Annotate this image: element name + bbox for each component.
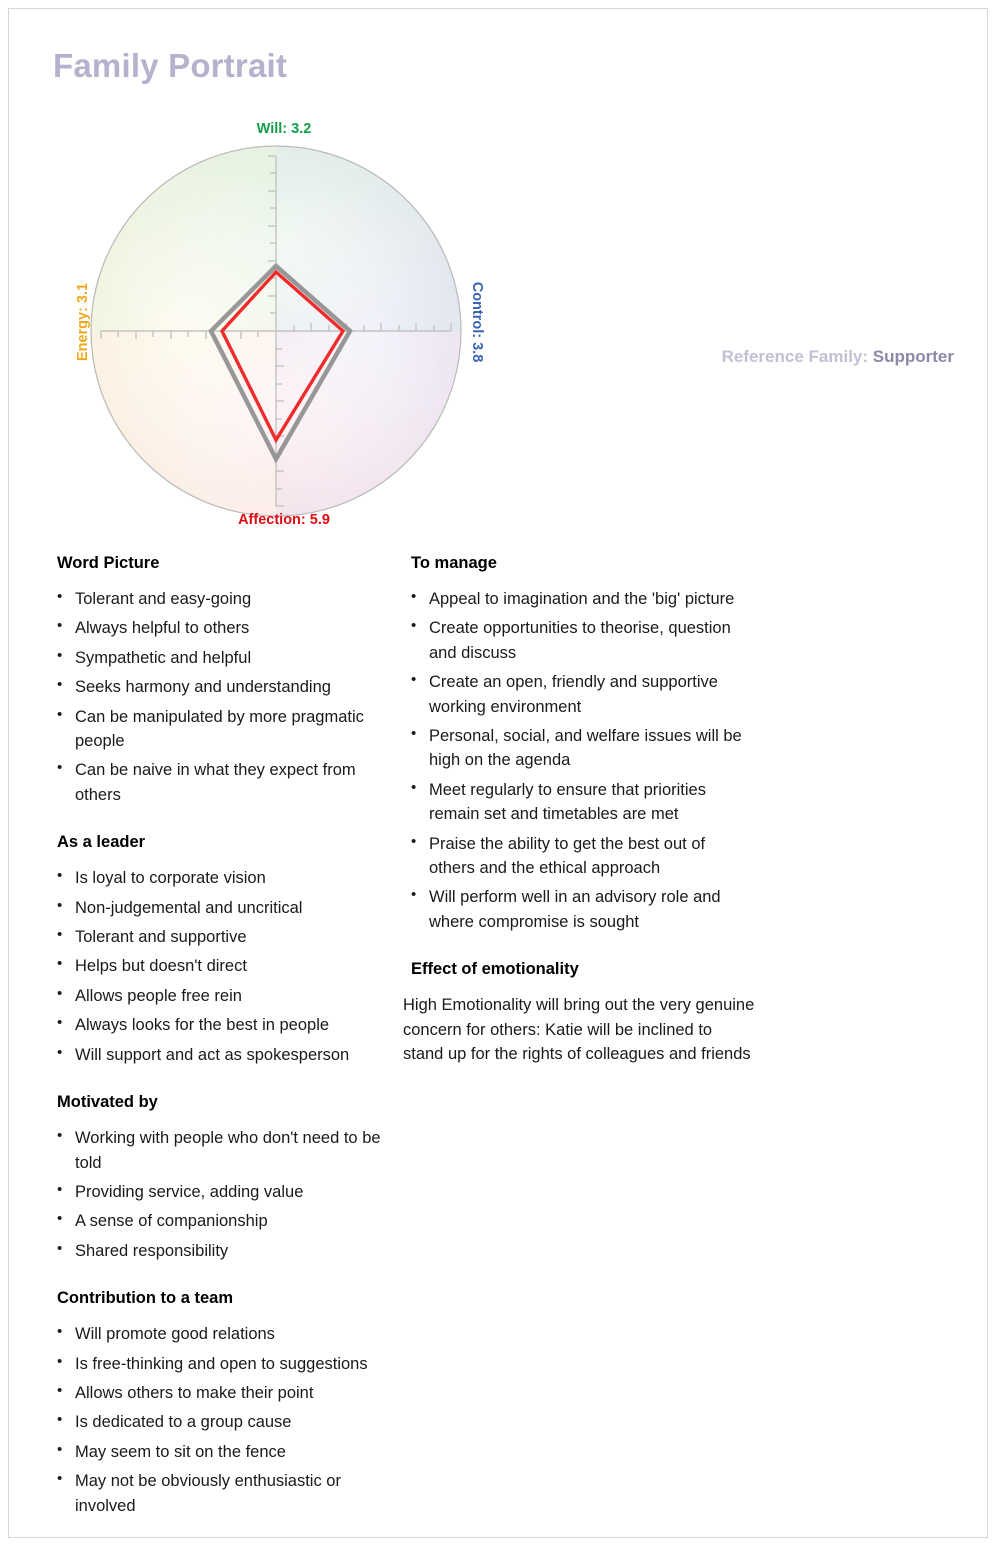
list-item: • Will promote good relations bbox=[49, 1322, 401, 1346]
family-portrait-radar-chart bbox=[59, 109, 499, 549]
list-item: • Personal, social, and welfare issues will be high on the agenda bbox=[403, 724, 755, 773]
section-effect-of-emotionality bbox=[403, 960, 755, 1066]
bullet-list bbox=[403, 587, 755, 934]
section-heading: As a leader bbox=[57, 833, 146, 852]
section-to-manage bbox=[403, 554, 755, 934]
list-item: • Tolerant and supportive bbox=[49, 925, 401, 949]
list-item: • Appeal to imagination and the 'big' picture bbox=[403, 587, 755, 611]
list-item: • Is free-thinking and open to suggestions bbox=[49, 1352, 401, 1376]
section-as-a-leader bbox=[49, 833, 401, 1067]
reference-family-value: Supporter bbox=[872, 347, 954, 366]
reference-family-label: Reference Family: bbox=[721, 347, 869, 366]
list-item: • Meet regularly to ensure that priorities remain set and timetables are met bbox=[403, 778, 755, 827]
list-item: • Tolerant and easy-going bbox=[49, 587, 401, 611]
list-item: • Always helpful to others bbox=[49, 616, 401, 640]
list-item: • Working with people who don't need to be told bbox=[49, 1126, 401, 1175]
list-item: • Allows people free rein bbox=[49, 984, 401, 1008]
right-column bbox=[403, 554, 755, 1067]
axis-label-affection: Affection: 5.9 bbox=[238, 512, 330, 528]
list-item: • Praise the ability to get the best out of others and the ethical approach bbox=[403, 832, 755, 881]
list-item: • Always looks for the best in people bbox=[49, 1013, 401, 1037]
paragraph: High Emotionality will bring out the very genuine concern for others: Katie will be inclined to stand up for the rights of colleagues and friends bbox=[403, 996, 755, 1064]
bullet-list bbox=[49, 1126, 401, 1263]
section-heading: Effect of emotionality bbox=[411, 960, 579, 979]
section-heading: Motivated by bbox=[57, 1093, 158, 1112]
list-item: • May seem to sit on the fence bbox=[49, 1440, 401, 1464]
list-item: • Is loyal to corporate vision bbox=[49, 866, 401, 890]
axis-label-energy: Energy: 3.1 bbox=[75, 282, 91, 362]
axis-label-control: Control: 3.8 bbox=[469, 281, 485, 363]
section-heading: Word Picture bbox=[57, 554, 160, 572]
list-item: • Allows others to make their point bbox=[49, 1381, 401, 1405]
list-item: • Create an open, friendly and supportive working environment bbox=[403, 670, 755, 719]
list-item: • Create opportunities to theorise, question and discuss bbox=[403, 616, 755, 665]
list-item: • Is dedicated to a group cause bbox=[49, 1410, 401, 1434]
list-item: • Non-judgemental and uncritical bbox=[49, 896, 401, 920]
list-item: • Providing service, adding value bbox=[49, 1180, 401, 1204]
list-item: • May not be obviously enthusiastic or involved bbox=[49, 1469, 401, 1518]
list-item: • Sympathetic and helpful bbox=[49, 646, 401, 670]
list-item: • Can be manipulated by more pragmatic people bbox=[49, 705, 401, 754]
section-word-picture bbox=[49, 554, 401, 807]
bullet-list bbox=[49, 866, 401, 1067]
section-motivated-by bbox=[49, 1093, 401, 1263]
bullet-list bbox=[49, 1322, 401, 1518]
report-page bbox=[8, 8, 988, 1538]
list-item: • A sense of companionship bbox=[49, 1209, 401, 1233]
left-column bbox=[49, 554, 401, 1523]
page-title: Family Portrait bbox=[53, 47, 288, 84]
list-item: • Can be naive in what they expect from others bbox=[49, 758, 401, 807]
list-item: • Will support and act as spokesperson bbox=[49, 1043, 401, 1067]
list-item: • Will perform well in an advisory role and where compromise is sought bbox=[403, 885, 755, 934]
list-item: • Seeks harmony and understanding bbox=[49, 675, 401, 699]
radar-chart-svg bbox=[59, 109, 499, 549]
axis-label-will: Will: 3.2 bbox=[256, 121, 312, 137]
section-heading: To manage bbox=[411, 554, 497, 572]
bullet-list bbox=[49, 587, 401, 807]
list-item: • Shared responsibility bbox=[49, 1239, 401, 1263]
list-item: • Helps but doesn't direct bbox=[49, 954, 401, 978]
section-heading: Contribution to a team bbox=[57, 1289, 233, 1308]
section-contribution-to-a-team bbox=[49, 1289, 401, 1518]
reference-family bbox=[609, 347, 954, 367]
